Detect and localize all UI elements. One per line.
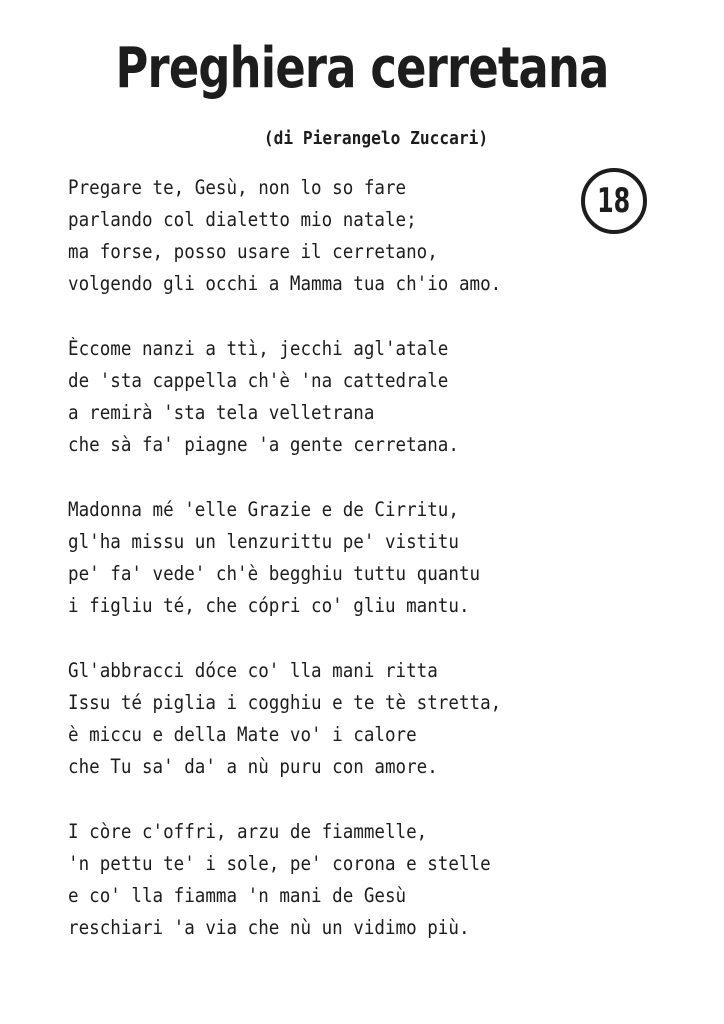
page-number-badge [581,168,647,234]
poem-line: Pregare te, Gesù, non lo so fare [68,176,407,199]
poem-line: che Tu sa' da' a nù puru con amore. [68,755,438,778]
stanza [68,655,568,783]
page-title: Preghiera cerretana [115,36,609,101]
stanza [68,333,568,461]
page-number: 18 [597,181,631,221]
stanza [68,494,568,622]
poem-line: pe' fa' vede' ch'è begghiu tuttu quantu [68,562,481,585]
poem-line: i figliu té, che cópri co' gliu mantu. [68,594,470,617]
poem-line: parlando col dialetto mio natale; [68,208,417,231]
poem-line: de 'sta cappella ch'è 'na cattedrale [68,369,449,392]
poem-line: Madonna mé 'elle Grazie e de Cirritu, [68,498,459,521]
poem-line: è miccu e della Mate vo' i calore [68,723,417,746]
poem-line: ma forse, posso usare il cerretano, [68,240,438,263]
author-subtitle: (di Pierangelo Zuccari) [263,128,489,149]
stanza [68,816,568,944]
poem-line: Issu té piglia i cogghiu e te tè stretta, [68,691,502,714]
poem-line: Èccome nanzi a ttì, jecchi agl'atale [68,337,449,360]
poem-line: volgendo gli occhi a Mamma tua ch'io amo. [68,272,502,295]
poem-line: gl'ha missu un lenzurittu pe' vistitu [68,530,459,553]
stanza [68,172,568,300]
poem-line: che sà fa' piagne 'a gente cerretana. [68,433,459,456]
poem-line: Gl'abbracci dóce co' lla mani ritta [68,659,438,682]
poem-line: 'n pettu te' i sole, pe' corona e stelle [68,852,491,875]
poem-line: I còre c'offri, arzu de fiammelle, [68,820,428,843]
poem-line: a remirà 'sta tela velletrana [68,401,375,424]
poem [68,172,568,977]
poem-line: e co' lla fiamma 'n mani de Gesù [68,884,407,907]
poem-line: reschiari 'a via che nù un vidimo più. [68,916,470,939]
